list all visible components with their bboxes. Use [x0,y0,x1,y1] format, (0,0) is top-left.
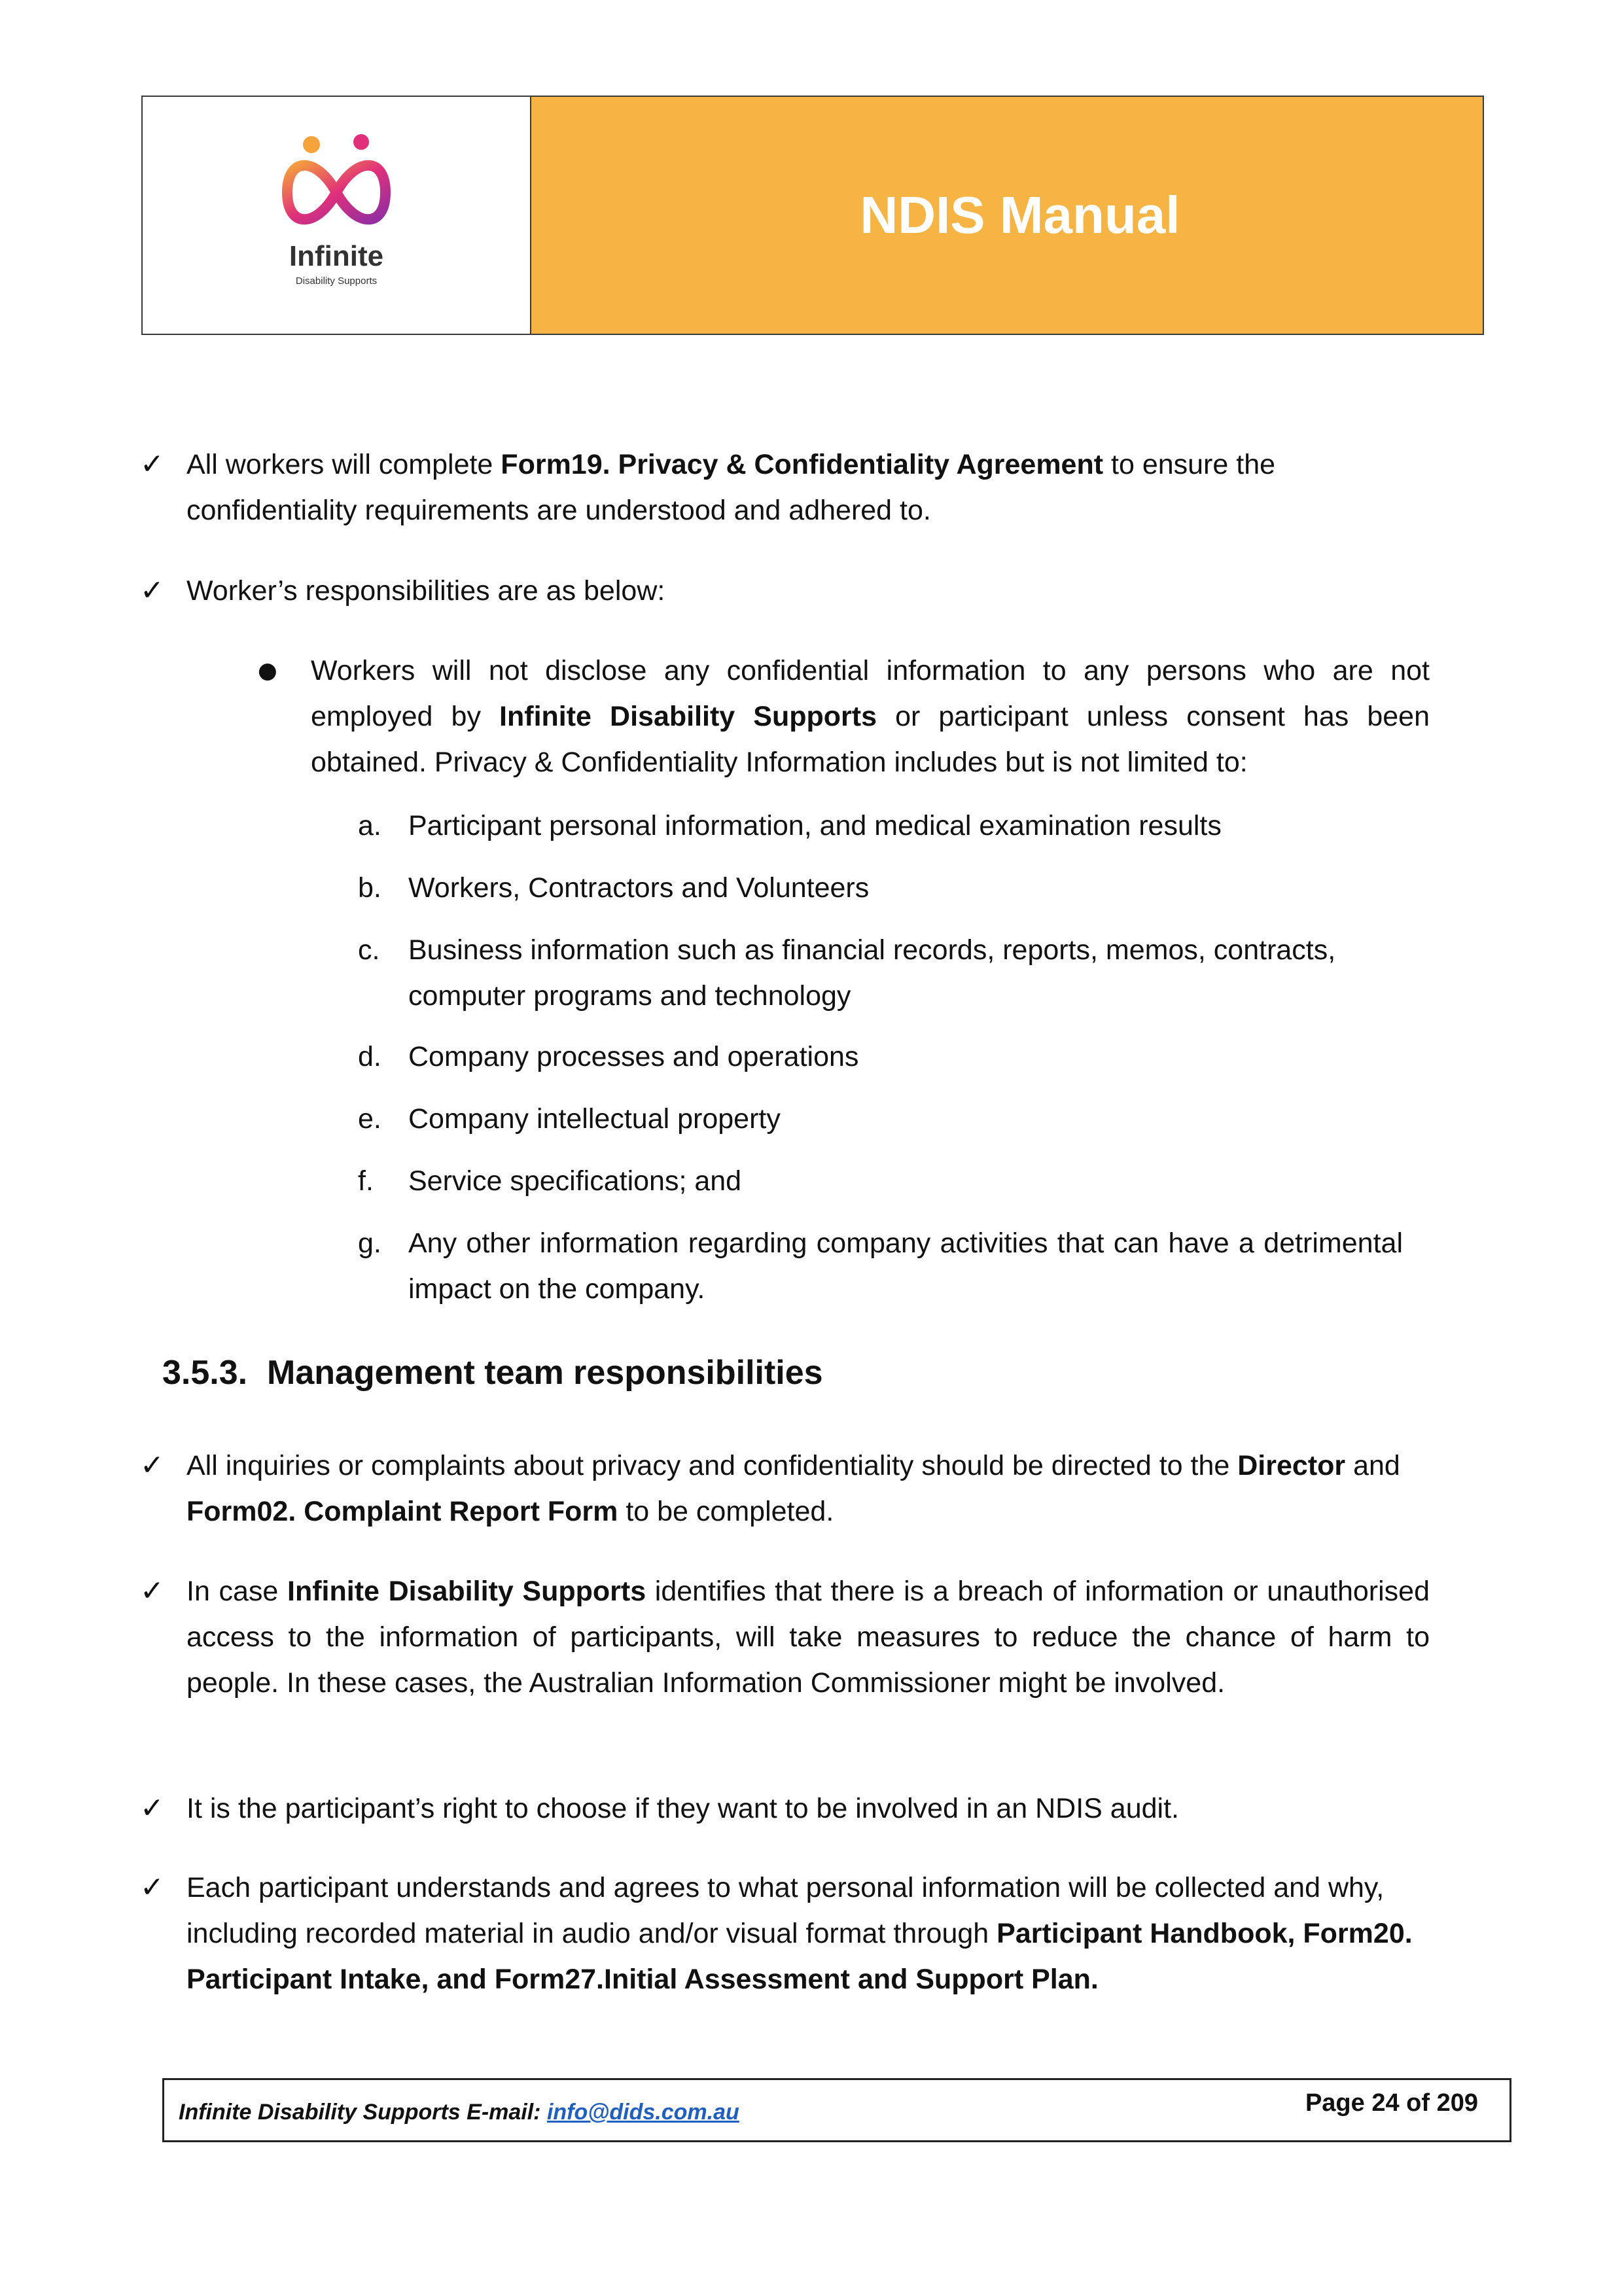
section-heading [162,1347,823,1399]
list-marker: c. [358,934,380,966]
disclosure-text-pre: Workers will not disclose any confidential information to any persons who are not employed by [311,655,1430,732]
list-item: Company intellectual property [408,1103,781,1135]
disclosure-text-post: or participant unless consent has been obtained. Privacy & Confidentiality Information includes but is not limited to: [311,701,1430,778]
complaints-form-name: Form02. Complaint Report Form [186,1496,618,1527]
company-logo [264,130,408,300]
breach-text-post: identifies that there is a breach of information or unauthorised access to the information of participants, will take measures to reduce the chance of harm to people. In these cases, the Australian Information Commissioner might be involved. [186,1576,1430,1699]
agreement-text-post: to ensure the confidentiality requirements are understood and adhered to. [186,449,1276,526]
agreement-text-pre: All workers will complete [186,449,501,480]
list-marker: g. [358,1227,381,1259]
check-icon: ✓ [140,448,164,481]
footer-email-link[interactable]: info@dids.com.au [546,2100,739,2125]
section-number: 3.5.3. [162,1354,248,1392]
footer-company [179,2100,739,2125]
logo-name: Infinite [289,240,384,272]
list-marker: b. [358,872,381,904]
check-icon: ✓ [140,1449,164,1482]
list-marker: e. [358,1103,381,1135]
check-icon: ✓ [140,1871,164,1904]
list-item: Business information such as financial records, reports, memos, contracts, computer programs and technology [408,934,1336,1012]
worker-responsibilities-intro: Worker’s responsibilities are as below: [186,575,665,607]
logo-subtitle: Disability Supports [295,275,378,287]
footer-company-label: Infinite Disability Supports E-mail: [179,2100,547,2125]
list-item: Participant personal information, and medical examination results [408,810,1222,841]
disclosure-company-name: Infinite Disability Supports [499,701,877,732]
section-title: Management team responsibilities [267,1354,823,1392]
list-marker: f. [358,1165,374,1197]
workers-disclosure-paragraph [311,648,1430,785]
logo-cell [143,97,531,334]
personal-info-documents: Participant Handbook, Form20. Participant Intake, and Form27.Initial Assessment and Support Plan. [186,1918,1413,1995]
list-marker: a. [358,810,381,841]
check-icon: ✓ [140,1574,164,1608]
page-header [141,96,1484,335]
infinity-people-logo-icon [264,130,408,248]
list-item: Workers, Contractors and Volunteers [408,872,870,904]
personal-info-paragraph [186,1865,1430,2002]
title-cell [531,97,1483,334]
complaints-director: Director [1237,1450,1346,1481]
list-item: Service specifications; and [408,1165,742,1197]
breach-text-pre: In case [186,1576,287,1607]
list-item: Any other information regarding company activities that can have a detrimental impact on the company. [408,1227,1403,1305]
personal-info-text-pre: Each participant understands and agrees to what personal information will be collected and why, including recorded material in audio and/or visual format through [186,1872,1385,1949]
document-title: NDIS Manual [860,186,1180,244]
list-item: Company processes and operations [408,1041,859,1072]
breach-company-name: Infinite Disability Supports [287,1576,646,1607]
workers-agreement-paragraph [186,442,1430,533]
breach-paragraph [186,1568,1430,1706]
audit-paragraph: It is the participant’s right to choose if they want to be involved in an NDIS audit. [186,1793,1179,1824]
check-icon: ✓ [140,574,164,607]
page-number: Page 24 of 209 [1305,2089,1478,2117]
complaints-text-mid: and [1345,1450,1400,1481]
complaints-text-post: to be completed. [618,1496,834,1527]
agreement-form-name: Form19. Privacy & Confidentiality Agreement [501,449,1104,480]
complaints-text-pre: All inquiries or complaints about privacy and confidentiality should be directed to the [186,1450,1238,1481]
page-footer [162,2078,1511,2142]
complaints-paragraph [186,1443,1430,1534]
bullet-dot-icon: ● [258,658,277,684]
list-marker: d. [358,1041,381,1072]
check-icon: ✓ [140,1792,164,1825]
